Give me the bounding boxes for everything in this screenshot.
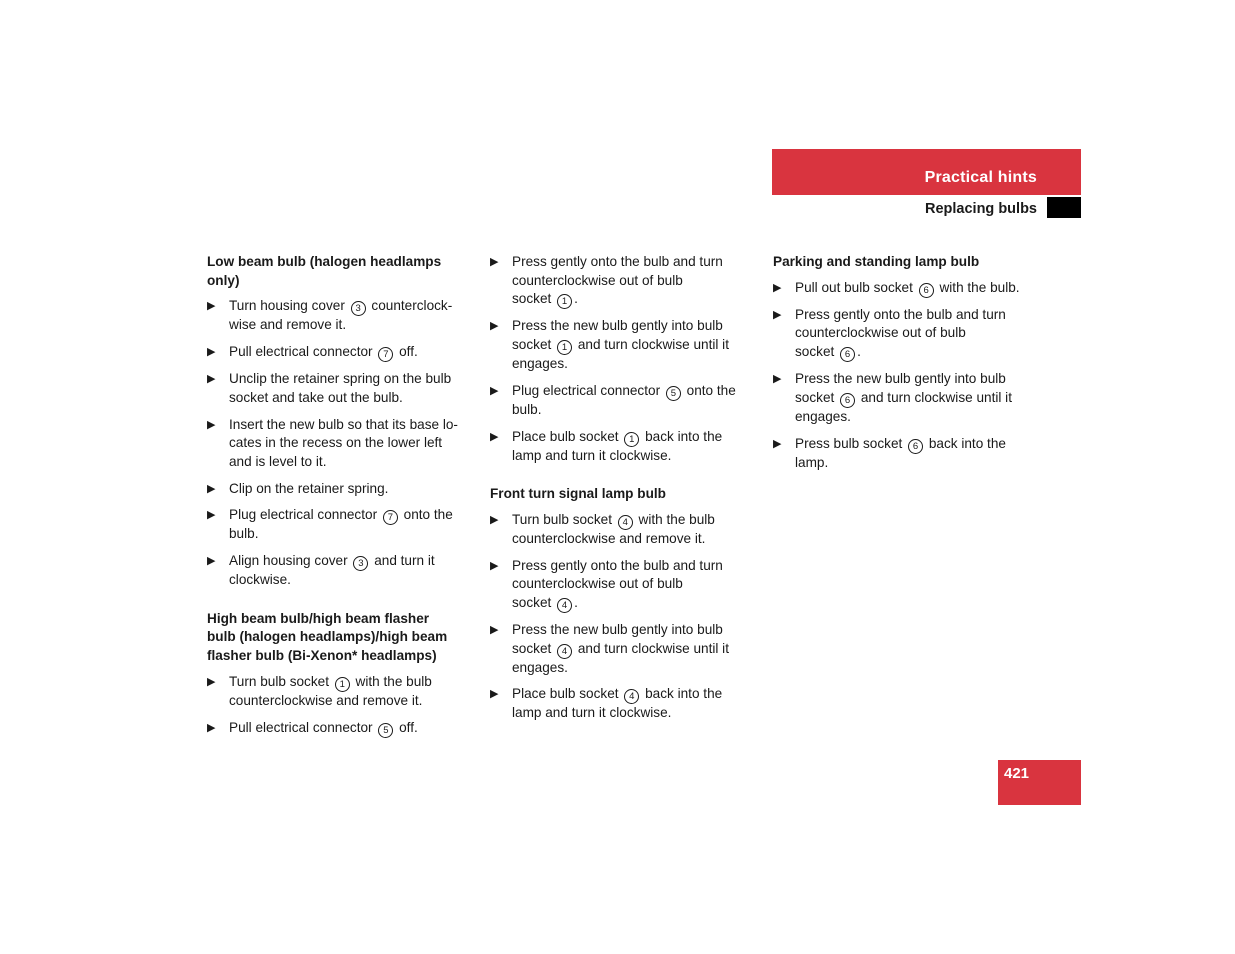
step-text: onto the bulb. <box>512 382 736 417</box>
step-item <box>773 279 1038 298</box>
step-item <box>773 370 1038 426</box>
triangle-bullet-icon: ▶ <box>207 346 216 359</box>
section-heading: Low beam bulb (halogen headlamps only) <box>207 254 442 288</box>
triangle-bullet-icon: ▶ <box>207 482 216 495</box>
callout-number: 4 <box>624 689 639 704</box>
section-marker <box>1047 197 1081 218</box>
step-text: Clip on the retainer spring. <box>229 480 389 496</box>
triangle-bullet-icon: ▶ <box>773 308 782 321</box>
callout-number: 4 <box>557 644 572 659</box>
triangle-bullet-icon: ▶ <box>773 373 782 386</box>
step-item <box>490 685 755 723</box>
page-number: 421 <box>1004 765 1030 782</box>
column-2 <box>490 253 755 731</box>
step-item <box>490 511 755 549</box>
step-text: and turn clockwise until it engages. <box>512 640 729 675</box>
step-text: Align housing cover <box>229 553 352 569</box>
step-text: with the bulb. <box>935 279 1020 295</box>
column-1 <box>207 253 472 746</box>
step-list <box>207 673 472 738</box>
callout-number: 6 <box>908 439 923 454</box>
step-text: Place bulb socket <box>512 428 623 444</box>
step-text: . <box>574 595 578 611</box>
step-text: Pull out bulb socket <box>795 279 917 295</box>
step-item <box>490 557 755 613</box>
step-item <box>490 253 755 309</box>
step-item <box>207 416 472 472</box>
step-text: and turn clockwise until it engages. <box>795 389 1012 424</box>
step-text: Turn housing cover <box>229 298 349 314</box>
callout-number: 5 <box>666 386 681 401</box>
triangle-bullet-icon: ▶ <box>490 559 499 572</box>
triangle-bullet-icon: ▶ <box>490 513 499 526</box>
step-text: Plug electrical connector <box>229 507 381 523</box>
section-heading: High beam bulb/high beam flasher bulb (halogen headlamps)/high beam flasher bulb (Bi-Xenon* headlamps) <box>207 610 448 664</box>
step-list <box>773 279 1038 473</box>
callout-number: 7 <box>383 510 398 525</box>
callout-number: 5 <box>378 723 393 738</box>
step-text: back into the lamp. <box>795 435 1006 470</box>
subsection-header <box>772 197 1081 218</box>
step-item <box>207 480 472 499</box>
step-text: Turn bulb socket <box>229 673 333 689</box>
step-text: . <box>574 291 578 307</box>
step-text: Press the new bulb gently into bulb socket <box>512 622 723 656</box>
callout-number: 1 <box>557 294 572 309</box>
callout-number: 1 <box>335 677 350 692</box>
step-text: onto the bulb. <box>229 507 453 542</box>
step-list <box>490 253 755 465</box>
step-item <box>207 673 472 711</box>
callout-number: 6 <box>919 283 934 298</box>
triangle-bullet-icon: ▶ <box>207 373 216 386</box>
step-text: with the bulb counterclockwise and remove it. <box>512 511 715 546</box>
step-text: with the bulb counterclockwise and remove it. <box>229 673 432 708</box>
section-header <box>772 149 1081 195</box>
triangle-bullet-icon: ▶ <box>490 688 499 701</box>
step-item <box>490 428 755 466</box>
callout-number: 4 <box>557 598 572 613</box>
callout-number: 6 <box>840 347 855 362</box>
step-text: Insert the new bulb so that its base lo- cates in the recess on the lower left and is level to it. <box>229 416 458 469</box>
step-text: Press the new bulb gently into bulb socket <box>795 371 1006 405</box>
step-text: off. <box>395 719 418 735</box>
triangle-bullet-icon: ▶ <box>207 418 216 431</box>
step-text: Pull electrical connector <box>229 719 377 735</box>
triangle-bullet-icon: ▶ <box>490 430 499 443</box>
step-item <box>207 370 472 407</box>
callout-number: 1 <box>624 432 639 447</box>
callout-number: 6 <box>840 393 855 408</box>
triangle-bullet-icon: ▶ <box>207 509 216 522</box>
triangle-bullet-icon: ▶ <box>490 256 499 268</box>
step-text: back into the lamp and turn it clockwise. <box>512 686 723 721</box>
triangle-bullet-icon: ▶ <box>773 437 782 450</box>
step-item <box>490 621 755 677</box>
step-item <box>773 306 1038 362</box>
triangle-bullet-icon: ▶ <box>207 300 216 313</box>
step-text: and turn it clockwise. <box>229 553 435 588</box>
step-text: Place bulb socket <box>512 686 623 702</box>
step-text: Press gently onto the bulb and turn counterclockwise out of bulb socket <box>795 306 1006 360</box>
step-item <box>773 435 1038 473</box>
step-item <box>207 297 472 335</box>
step-text: Press gently onto the bulb and turn counterclockwise out of bulb socket <box>512 254 723 307</box>
step-item <box>207 506 472 544</box>
step-text: Press the new bulb gently into bulb socket <box>512 318 723 353</box>
triangle-bullet-icon: ▶ <box>207 675 216 688</box>
step-text: off. <box>395 344 418 360</box>
step-text: Press bulb socket <box>795 435 907 451</box>
section-title: Practical hints <box>924 169 1037 186</box>
step-text: Turn bulb socket <box>512 511 616 527</box>
triangle-bullet-icon: ▶ <box>490 624 499 637</box>
step-item <box>490 382 755 420</box>
step-item <box>207 343 472 362</box>
callout-number: 3 <box>351 301 366 316</box>
triangle-bullet-icon: ▶ <box>490 384 499 397</box>
step-text: counterclock- wise and remove it. <box>229 298 453 333</box>
step-text: Unclip the retainer spring on the bulb socket and take out the bulb. <box>229 371 452 405</box>
step-text: Pull electrical connector <box>229 344 377 360</box>
step-list <box>207 297 472 589</box>
step-text: Press gently onto the bulb and turn counterclockwise out of bulb socket <box>512 557 723 611</box>
step-item <box>490 317 755 373</box>
triangle-bullet-icon: ▶ <box>490 320 499 333</box>
step-text: and turn clockwise until it engages. <box>512 337 729 372</box>
step-item <box>207 719 472 738</box>
step-text: Plug electrical connector <box>512 382 664 398</box>
triangle-bullet-icon: ▶ <box>207 721 216 734</box>
callout-number: 4 <box>618 515 633 530</box>
triangle-bullet-icon: ▶ <box>773 281 782 294</box>
column-3 <box>773 253 1038 480</box>
step-text: back into the lamp and turn it clockwise. <box>512 428 723 463</box>
step-text: . <box>857 344 861 360</box>
section-heading: Parking and standing lamp bulb <box>773 254 980 269</box>
callout-number: 1 <box>557 340 572 355</box>
section-heading: Front turn signal lamp bulb <box>490 486 666 502</box>
subsection-title: Replacing bulbs <box>925 201 1037 217</box>
callout-number: 3 <box>353 556 368 571</box>
callout-number: 7 <box>378 347 393 362</box>
step-list <box>490 511 755 723</box>
triangle-bullet-icon: ▶ <box>207 555 216 568</box>
page-number-box <box>998 760 1081 805</box>
step-item <box>207 552 472 590</box>
